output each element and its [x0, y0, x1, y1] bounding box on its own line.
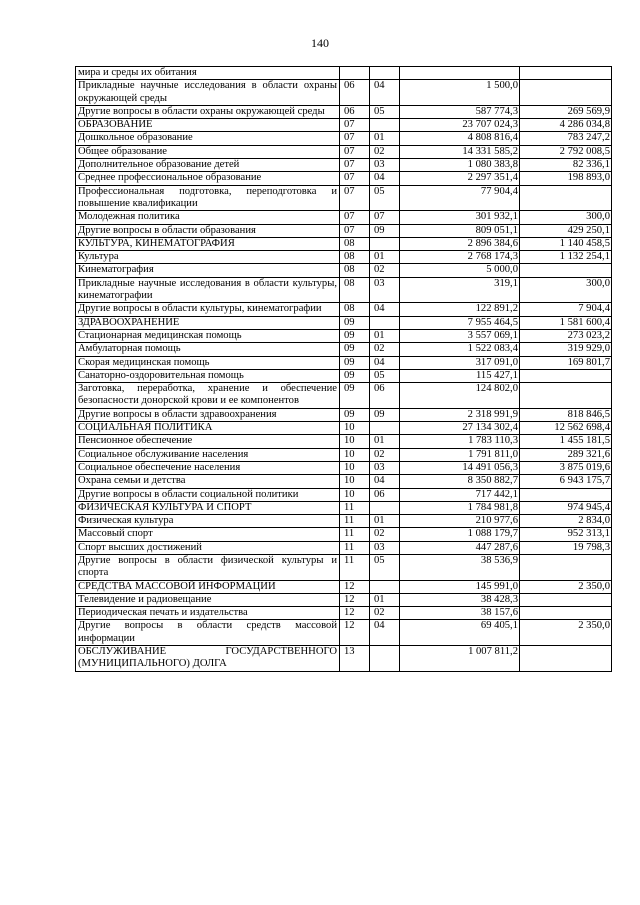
row-amount-2-cell: 1 455 181,5: [520, 435, 612, 448]
row-amount-cell: 809 051,1: [400, 224, 520, 237]
row-name-cell: ЗДРАВООХРАНЕНИЕ: [76, 316, 340, 329]
row-amount-2-cell: 269 569,9: [520, 105, 612, 118]
table-row: [76, 132, 612, 145]
row-subsection-code-cell: 03: [370, 277, 400, 303]
row-section-code-cell: 08: [340, 251, 370, 264]
row-name-cell: Охрана семьи и детства: [76, 475, 340, 488]
row-name-cell: Другие вопросы в области охраны окружающей среды: [76, 105, 340, 118]
row-name-cell: Санаторно-оздоровительная помощь: [76, 369, 340, 382]
row-amount-cell: 23 707 024,3: [400, 119, 520, 132]
row-amount-2-cell: 2 792 008,5: [520, 145, 612, 158]
row-name-cell: Другие вопросы в области физической культуры и спорта: [76, 554, 340, 580]
row-subsection-code-cell: 01: [370, 435, 400, 448]
row-section-code-cell: 07: [340, 185, 370, 211]
row-section-code-cell: 12: [340, 620, 370, 646]
row-section-code-cell: 08: [340, 303, 370, 316]
row-amount-2-cell: [520, 369, 612, 382]
budget-table: [75, 66, 612, 672]
row-subsection-code-cell: 02: [370, 528, 400, 541]
table-row: [76, 422, 612, 435]
row-name-cell: Стационарная медицинская помощь: [76, 329, 340, 342]
row-name-cell: Другие вопросы в области социальной политики: [76, 488, 340, 501]
row-amount-2-cell: 289 321,6: [520, 448, 612, 461]
row-amount-2-cell: 818 846,5: [520, 408, 612, 421]
row-name-cell: Другие вопросы в области средств массовой информации: [76, 620, 340, 646]
row-section-code-cell: [340, 67, 370, 80]
table-row: [76, 383, 612, 409]
row-subsection-code-cell: 04: [370, 172, 400, 185]
row-name-cell: Прикладные научные исследования в области охраны окружающей среды: [76, 80, 340, 106]
row-amount-2-cell: 2 350,0: [520, 580, 612, 593]
row-amount-2-cell: [520, 593, 612, 606]
row-amount-cell: 122 891,2: [400, 303, 520, 316]
table-row: [76, 80, 612, 106]
row-section-code-cell: 10: [340, 461, 370, 474]
table-row: [76, 105, 612, 118]
table-row: [76, 646, 612, 672]
row-section-code-cell: 11: [340, 528, 370, 541]
table-row: [76, 620, 612, 646]
table-row: [76, 607, 612, 620]
row-section-code-cell: 10: [340, 435, 370, 448]
row-name-cell: Периодическая печать и издательства: [76, 607, 340, 620]
row-amount-cell: 3 557 069,1: [400, 329, 520, 342]
row-section-code-cell: 09: [340, 356, 370, 369]
row-amount-2-cell: 4 286 034,8: [520, 119, 612, 132]
row-amount-2-cell: [520, 383, 612, 409]
row-section-code-cell: 11: [340, 515, 370, 528]
table-row: [76, 343, 612, 356]
row-amount-2-cell: 12 562 698,4: [520, 422, 612, 435]
row-amount-2-cell: [520, 67, 612, 80]
table-row: [76, 448, 612, 461]
row-section-code-cell: 12: [340, 607, 370, 620]
row-amount-2-cell: 300,0: [520, 211, 612, 224]
row-amount-cell: 2 768 174,3: [400, 251, 520, 264]
row-section-code-cell: 12: [340, 593, 370, 606]
row-name-cell: Социальное обслуживание населения: [76, 448, 340, 461]
row-amount-2-cell: [520, 554, 612, 580]
table-row: [76, 211, 612, 224]
row-amount-2-cell: 7 904,4: [520, 303, 612, 316]
row-section-code-cell: 10: [340, 422, 370, 435]
row-amount-cell: 1 783 110,3: [400, 435, 520, 448]
row-subsection-code-cell: 04: [370, 356, 400, 369]
row-amount-cell: 447 287,6: [400, 541, 520, 554]
row-subsection-code-cell: [370, 501, 400, 514]
row-section-code-cell: 08: [340, 237, 370, 250]
row-amount-cell: 1 080 383,8: [400, 159, 520, 172]
row-amount-2-cell: 1 581 600,4: [520, 316, 612, 329]
row-amount-cell: 317 091,0: [400, 356, 520, 369]
row-section-code-cell: 10: [340, 488, 370, 501]
row-name-cell: Общее образование: [76, 145, 340, 158]
row-amount-cell: 2 318 991,9: [400, 408, 520, 421]
table-row: [76, 356, 612, 369]
row-subsection-code-cell: 02: [370, 607, 400, 620]
row-amount-2-cell: 300,0: [520, 277, 612, 303]
row-amount-2-cell: 2 834,0: [520, 515, 612, 528]
table-row: [76, 580, 612, 593]
row-amount-2-cell: [520, 264, 612, 277]
row-amount-cell: 7 955 464,5: [400, 316, 520, 329]
row-amount-cell: 38 428,3: [400, 593, 520, 606]
row-subsection-code-cell: 04: [370, 475, 400, 488]
table-row: [76, 185, 612, 211]
row-amount-cell: 319,1: [400, 277, 520, 303]
table-row: [76, 369, 612, 382]
row-subsection-code-cell: [370, 646, 400, 672]
table-row: [76, 67, 612, 80]
row-subsection-code-cell: 02: [370, 448, 400, 461]
row-amount-cell: 2 297 351,4: [400, 172, 520, 185]
row-section-code-cell: 06: [340, 105, 370, 118]
row-amount-2-cell: 273 023,2: [520, 329, 612, 342]
row-amount-cell: 145 991,0: [400, 580, 520, 593]
row-amount-2-cell: 169 801,7: [520, 356, 612, 369]
row-amount-cell: 5 000,0: [400, 264, 520, 277]
row-amount-cell: 14 331 585,2: [400, 145, 520, 158]
table-row: [76, 435, 612, 448]
row-subsection-code-cell: 04: [370, 303, 400, 316]
row-subsection-code-cell: [370, 580, 400, 593]
table-row: [76, 488, 612, 501]
row-subsection-code-cell: 05: [370, 105, 400, 118]
row-amount-cell: 1 500,0: [400, 80, 520, 106]
row-name-cell: СРЕДСТВА МАССОВОЙ ИНФОРМАЦИИ: [76, 580, 340, 593]
table-row: [76, 119, 612, 132]
row-amount-2-cell: [520, 80, 612, 106]
row-amount-2-cell: 19 798,3: [520, 541, 612, 554]
page-number: 140: [311, 36, 329, 50]
row-name-cell: Заготовка, переработка, хранение и обеспечение безопасности донорской крови и ее компонентов: [76, 383, 340, 409]
table-row: [76, 316, 612, 329]
row-name-cell: Среднее профессиональное образование: [76, 172, 340, 185]
row-amount-cell: 124 802,0: [400, 383, 520, 409]
table-row: [76, 264, 612, 277]
row-subsection-code-cell: 09: [370, 224, 400, 237]
row-amount-2-cell: 319 929,0: [520, 343, 612, 356]
row-section-code-cell: 07: [340, 211, 370, 224]
row-amount-cell: 14 491 056,3: [400, 461, 520, 474]
row-amount-cell: 4 808 816,4: [400, 132, 520, 145]
row-name-cell: Другие вопросы в области здравоохранения: [76, 408, 340, 421]
row-subsection-code-cell: 01: [370, 251, 400, 264]
row-name-cell: Культура: [76, 251, 340, 264]
row-section-code-cell: 08: [340, 264, 370, 277]
row-subsection-code-cell: 06: [370, 383, 400, 409]
row-section-code-cell: 07: [340, 159, 370, 172]
row-section-code-cell: 06: [340, 80, 370, 106]
row-section-code-cell: 11: [340, 501, 370, 514]
table-row: [76, 554, 612, 580]
table-row: [76, 329, 612, 342]
row-amount-cell: 301 932,1: [400, 211, 520, 224]
budget-table-body: [76, 67, 612, 672]
row-subsection-code-cell: 03: [370, 541, 400, 554]
row-section-code-cell: 07: [340, 132, 370, 145]
row-name-cell: Дополнительное образование детей: [76, 159, 340, 172]
row-name-cell: КУЛЬТУРА, КИНЕМАТОГРАФИЯ: [76, 237, 340, 250]
row-amount-2-cell: 952 313,1: [520, 528, 612, 541]
row-subsection-code-cell: 09: [370, 408, 400, 421]
row-amount-2-cell: 1 140 458,5: [520, 237, 612, 250]
table-row: [76, 251, 612, 264]
row-amount-2-cell: [520, 646, 612, 672]
row-subsection-code-cell: [370, 119, 400, 132]
row-section-code-cell: 07: [340, 172, 370, 185]
row-amount-cell: 587 774,3: [400, 105, 520, 118]
row-amount-2-cell: 974 945,4: [520, 501, 612, 514]
row-amount-cell: 1 522 083,4: [400, 343, 520, 356]
row-name-cell: ОБСЛУЖИВАНИЕ ГОСУДАРСТВЕННОГО (МУНИЦИПАЛЬНОГО) ДОЛГА: [76, 646, 340, 672]
row-section-code-cell: 07: [340, 224, 370, 237]
row-name-cell: Массовый спорт: [76, 528, 340, 541]
table-row: [76, 408, 612, 421]
row-amount-cell: 77 904,4: [400, 185, 520, 211]
row-subsection-code-cell: 05: [370, 185, 400, 211]
table-row: [76, 237, 612, 250]
row-subsection-code-cell: 02: [370, 145, 400, 158]
row-section-code-cell: 11: [340, 554, 370, 580]
table-row: [76, 593, 612, 606]
row-amount-2-cell: 1 132 254,1: [520, 251, 612, 264]
row-subsection-code-cell: 01: [370, 329, 400, 342]
row-name-cell: Пенсионное обеспечение: [76, 435, 340, 448]
table-row: [76, 159, 612, 172]
row-subsection-code-cell: 05: [370, 554, 400, 580]
row-section-code-cell: 09: [340, 369, 370, 382]
row-section-code-cell: 12: [340, 580, 370, 593]
row-section-code-cell: 09: [340, 329, 370, 342]
row-amount-cell: [400, 67, 520, 80]
row-name-cell: Спорт высших достижений: [76, 541, 340, 554]
row-subsection-code-cell: 04: [370, 80, 400, 106]
row-amount-cell: 69 405,1: [400, 620, 520, 646]
row-subsection-code-cell: 03: [370, 461, 400, 474]
row-section-code-cell: 09: [340, 408, 370, 421]
table-row: [76, 172, 612, 185]
row-amount-2-cell: [520, 607, 612, 620]
row-amount-2-cell: 6 943 175,7: [520, 475, 612, 488]
row-name-cell: Амбулаторная помощь: [76, 343, 340, 356]
row-name-cell: Другие вопросы в области образования: [76, 224, 340, 237]
table-row: [76, 224, 612, 237]
row-subsection-code-cell: 03: [370, 159, 400, 172]
row-subsection-code-cell: [370, 422, 400, 435]
row-section-code-cell: 07: [340, 145, 370, 158]
row-name-cell: Социальное обеспечение населения: [76, 461, 340, 474]
row-section-code-cell: 08: [340, 277, 370, 303]
row-name-cell: Скорая медицинская помощь: [76, 356, 340, 369]
row-amount-cell: 2 896 384,6: [400, 237, 520, 250]
row-section-code-cell: 07: [340, 119, 370, 132]
row-name-cell: мира и среды их обитания: [76, 67, 340, 80]
row-subsection-code-cell: 01: [370, 515, 400, 528]
row-amount-2-cell: 783 247,2: [520, 132, 612, 145]
row-subsection-code-cell: 01: [370, 593, 400, 606]
row-amount-2-cell: 2 350,0: [520, 620, 612, 646]
row-subsection-code-cell: 02: [370, 343, 400, 356]
row-amount-cell: 1 791 811,0: [400, 448, 520, 461]
row-subsection-code-cell: 01: [370, 132, 400, 145]
table-row: [76, 145, 612, 158]
row-amount-cell: 1 088 179,7: [400, 528, 520, 541]
row-section-code-cell: 11: [340, 541, 370, 554]
row-section-code-cell: 10: [340, 475, 370, 488]
row-amount-2-cell: 3 875 019,6: [520, 461, 612, 474]
table-row: [76, 475, 612, 488]
row-amount-cell: 1 784 981,8: [400, 501, 520, 514]
row-amount-2-cell: 82 336,1: [520, 159, 612, 172]
row-subsection-code-cell: 02: [370, 264, 400, 277]
row-amount-cell: 8 350 882,7: [400, 475, 520, 488]
row-name-cell: ОБРАЗОВАНИЕ: [76, 119, 340, 132]
row-amount-2-cell: [520, 488, 612, 501]
row-section-code-cell: 09: [340, 343, 370, 356]
row-subsection-code-cell: 05: [370, 369, 400, 382]
table-row: [76, 515, 612, 528]
row-section-code-cell: 09: [340, 383, 370, 409]
row-amount-2-cell: 429 250,1: [520, 224, 612, 237]
row-name-cell: Другие вопросы в области культуры, кинематографии: [76, 303, 340, 316]
row-name-cell: Телевидение и радиовещание: [76, 593, 340, 606]
table-row: [76, 541, 612, 554]
row-name-cell: Профессиональная подготовка, переподготовка и повышение квалификации: [76, 185, 340, 211]
table-row: [76, 277, 612, 303]
row-amount-cell: 1 007 811,2: [400, 646, 520, 672]
table-row: [76, 528, 612, 541]
row-section-code-cell: 13: [340, 646, 370, 672]
row-subsection-code-cell: 07: [370, 211, 400, 224]
row-subsection-code-cell: 06: [370, 488, 400, 501]
row-subsection-code-cell: [370, 237, 400, 250]
row-name-cell: Дошкольное образование: [76, 132, 340, 145]
row-name-cell: СОЦИАЛЬНАЯ ПОЛИТИКА: [76, 422, 340, 435]
table-row: [76, 461, 612, 474]
row-amount-cell: 115 427,1: [400, 369, 520, 382]
row-amount-cell: 38 157,6: [400, 607, 520, 620]
row-section-code-cell: 09: [340, 316, 370, 329]
row-amount-2-cell: 198 893,0: [520, 172, 612, 185]
row-subsection-code-cell: [370, 316, 400, 329]
table-row: [76, 501, 612, 514]
row-name-cell: Прикладные научные исследования в области культуры, кинематографии: [76, 277, 340, 303]
row-subsection-code-cell: 04: [370, 620, 400, 646]
row-subsection-code-cell: [370, 67, 400, 80]
row-amount-2-cell: [520, 185, 612, 211]
row-name-cell: Физическая культура: [76, 515, 340, 528]
row-name-cell: ФИЗИЧЕСКАЯ КУЛЬТУРА И СПОРТ: [76, 501, 340, 514]
table-row: [76, 303, 612, 316]
row-amount-cell: 27 134 302,4: [400, 422, 520, 435]
row-amount-cell: 210 977,6: [400, 515, 520, 528]
row-name-cell: Кинематография: [76, 264, 340, 277]
row-section-code-cell: 10: [340, 448, 370, 461]
row-amount-cell: 38 536,9: [400, 554, 520, 580]
row-amount-cell: 717 442,1: [400, 488, 520, 501]
row-name-cell: Молодежная политика: [76, 211, 340, 224]
